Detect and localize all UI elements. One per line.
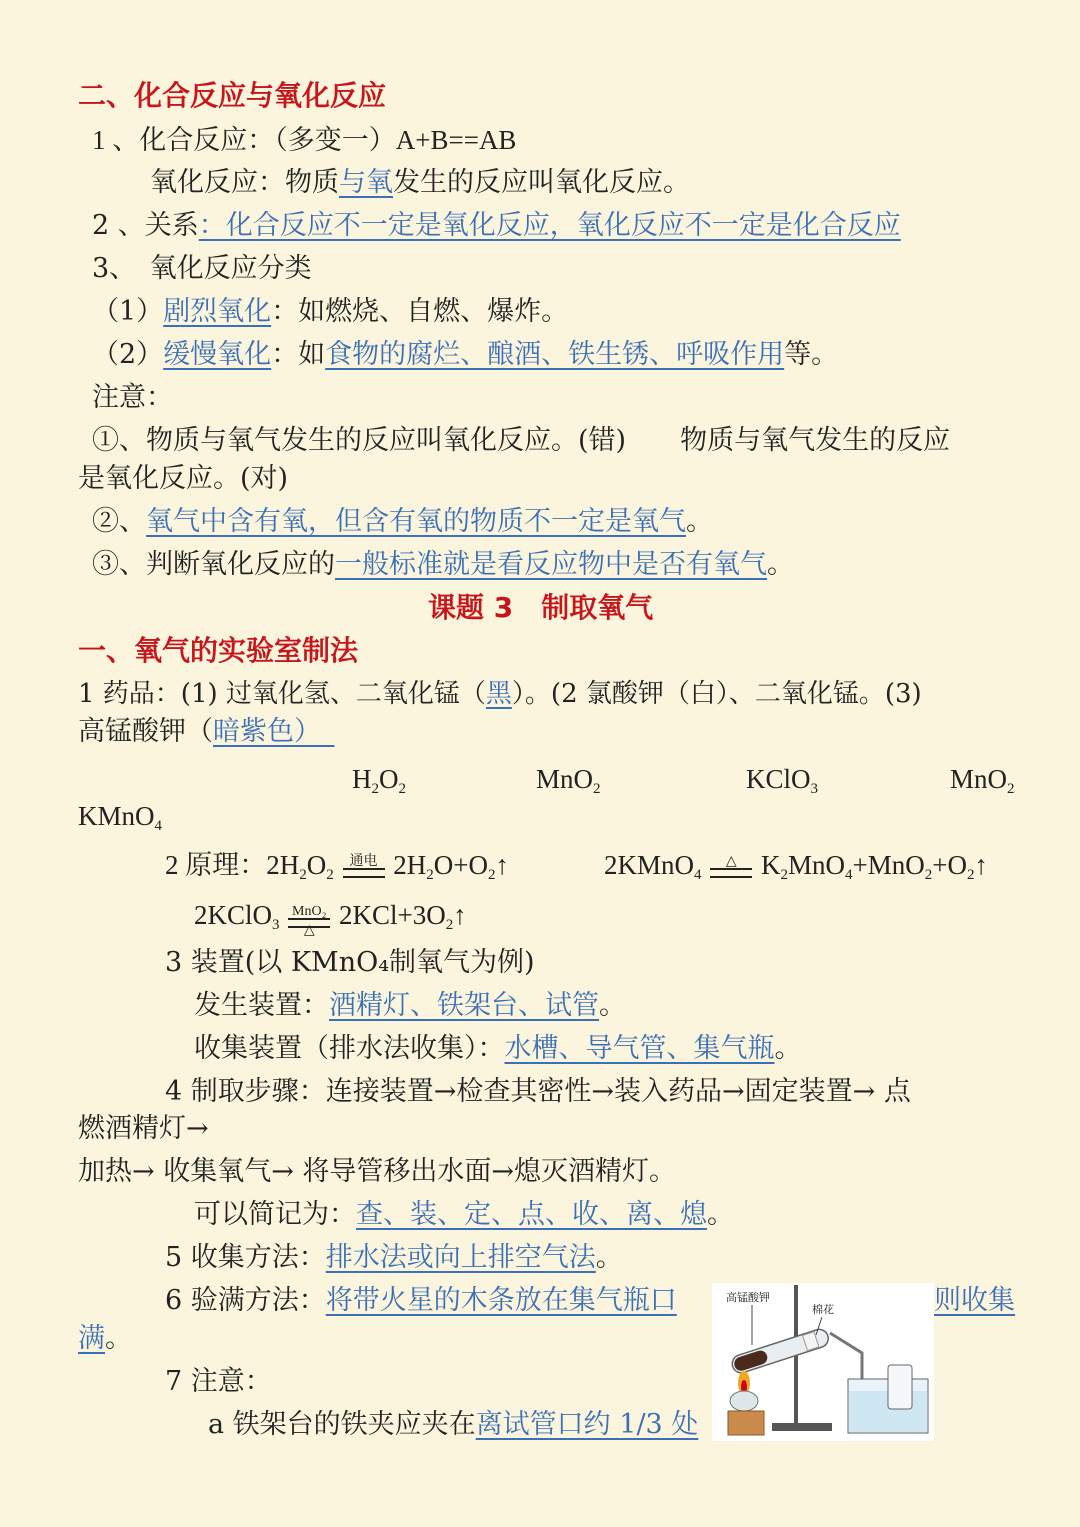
text: ②、 — [92, 506, 146, 537]
text: （1） — [92, 296, 164, 327]
text: ）。(2 氯酸钾（白）、二氧化锰。(3) — [511, 679, 922, 709]
section-heading-combination-oxidation: 二、化合反应与氧化反应 — [78, 79, 387, 112]
answer-dark-purple: 暗紫色） — [213, 716, 335, 747]
text: 5 收集方法： — [165, 1242, 326, 1273]
line-slow-oxidation — [92, 336, 838, 374]
label-kmno4: 高锰酸钾 — [726, 1291, 770, 1304]
apparatus-figure — [712, 1283, 934, 1441]
text: 。 — [707, 1199, 734, 1230]
condition-heat — [708, 846, 754, 884]
line-violent-oxidation — [92, 293, 568, 331]
line-combination-reaction: 1 、化合反应：（多变一）A+B==AB — [92, 125, 517, 155]
line-collection-method — [165, 1239, 623, 1277]
text: 氧化反应：物质 — [150, 167, 339, 198]
text: ③、判断氧化反应的 — [92, 549, 335, 580]
text: 收集装置（排水法收集）： — [194, 1033, 505, 1064]
text: 。 — [774, 1033, 802, 1064]
line-full-check-end — [934, 1282, 1015, 1320]
answer-black: 黑 — [485, 679, 512, 709]
answer-with-oxygen: 与氧 — [339, 167, 393, 198]
text: 可以简记为： — [194, 1199, 356, 1230]
line-principle-1: 2 原理：$2H_2O_2$ 通电 $2H_2O+O_2↑$ — [165, 846, 509, 894]
condition-electrolysis — [341, 846, 387, 884]
line-note-3 — [92, 546, 794, 584]
line-notes: 7 注意： — [165, 1366, 272, 1397]
text: 1 药品：(1) 过氧化氢、二氧化锰（ — [78, 679, 486, 709]
text: 发生的反应叫氧化反应。 — [393, 167, 690, 198]
answer-note-3: 一般标准就是看反应物中是否有氧气 — [335, 549, 767, 580]
text: ：如 — [271, 339, 326, 370]
text: （2） — [92, 339, 164, 370]
line-steps-cont: 燃酒精灯→ — [78, 1113, 209, 1144]
formula-mno2: MnO$_2$ — [536, 764, 601, 797]
text: 高锰酸钾（ — [78, 716, 213, 747]
line-full-check — [165, 1282, 677, 1320]
line-classification: 3、 氧化反应分类 — [92, 253, 312, 284]
answer-memo: 查、装、定、点、收、离、熄 — [356, 1199, 707, 1230]
text: a 铁架台的铁夹应夹在 — [208, 1409, 476, 1440]
formula-h2o2: $H_2O_2$ — [352, 764, 406, 797]
line-notice: 注意： — [92, 382, 173, 413]
line-steps: 4 制取步骤：连接装置→检查其密性→装入药品→固定装置→ 点 — [165, 1076, 911, 1107]
text: 6 验满方法： — [165, 1285, 326, 1316]
line-oxidation-definition — [150, 164, 690, 202]
answer-relationship: ：化合反应不一定是氧化反应，氧化反应不一定是化合反应 — [198, 210, 901, 241]
line-memo — [194, 1196, 734, 1234]
answer-full: 满 — [78, 1323, 105, 1354]
text: 。 — [686, 506, 713, 537]
text: 2 原理： — [165, 850, 267, 880]
apparatus-diagram — [712, 1283, 934, 1441]
line-relationship — [92, 207, 901, 245]
condition-text: △ — [303, 923, 315, 938]
answer-slow-oxidation: 缓慢氧化 — [163, 339, 272, 370]
answer-full-check-end: 则收集 — [934, 1285, 1015, 1316]
text: ：如燃烧、自燃、爆炸。 — [271, 296, 569, 327]
text: 发生装置： — [194, 990, 329, 1021]
answer-note-a: 离试管口约 1/3 处 — [475, 1409, 699, 1440]
condition-text: △ — [725, 854, 737, 869]
line-note-2 — [92, 503, 713, 541]
topic-title: 课题 3 制取氧气 — [428, 591, 654, 624]
label-cotton: 棉花 — [812, 1303, 834, 1316]
answer-generation: 酒精灯、铁架台、试管 — [329, 990, 599, 1021]
line-principle-2: 2KMnO$_4$ △ $K_2MnO_4+MnO_2+O_2↑$ — [604, 846, 988, 894]
text: 。 — [767, 549, 794, 580]
line-note-a — [208, 1406, 698, 1444]
line-note-1-cont: 是氧化反应。(对) — [78, 463, 289, 494]
line-steps-cont-2: 加热→ 收集氧气→ 将导管移出水面→熄灭酒精灯。 — [78, 1156, 677, 1187]
text: 2 、关系 — [92, 210, 199, 241]
answer-collection: 水槽、导气管、集气瓶 — [504, 1033, 775, 1064]
formula-mno2-b: MnO$_2$ — [950, 764, 1015, 797]
section-heading-lab-preparation: 一、氧气的实验室制法 — [78, 634, 359, 667]
line-drugs-cont — [78, 713, 335, 751]
answer-note-2: 氧气中含有氧，但含有氧的物质不一定是氧气 — [146, 506, 686, 537]
answer-violent-oxidation: 剧烈氧化 — [163, 296, 272, 327]
condition-text: 通电 — [349, 854, 378, 869]
answer-method: 排水法或向上排空气法 — [325, 1242, 596, 1273]
text: 等。 — [784, 339, 839, 370]
condition-catalyst-heat — [286, 896, 332, 938]
formula-kclo3: KClO$_3$ — [746, 764, 819, 797]
line-collection-apparatus — [194, 1030, 802, 1068]
line-generation-apparatus — [194, 987, 626, 1025]
text: 。 — [595, 1242, 623, 1273]
text: 。 — [599, 990, 626, 1021]
condition-text: MnO₂ — [292, 904, 327, 919]
line-note-1: ①、物质与氧气发生的反应叫氧化反应。(错) 物质与氧气发生的反应 — [92, 425, 951, 456]
line-full-check-cont — [78, 1320, 132, 1358]
formula-kmno4: KMnO$_4$ — [78, 801, 163, 834]
line-drugs — [78, 675, 922, 713]
text: 。 — [105, 1323, 132, 1354]
answer-slow-examples: 食物的腐烂、酿酒、铁生锈、呼吸作用 — [325, 339, 785, 370]
line-apparatus: 3 装置(以 KMnO₄制氧气为例) — [165, 947, 535, 978]
answer-full-check: 将带火星的木条放在集气瓶口 — [325, 1285, 677, 1316]
line-principle-3: 2KClO$_3$ MnO₂ △ $2KCl+3O_2↑$ — [194, 896, 467, 944]
